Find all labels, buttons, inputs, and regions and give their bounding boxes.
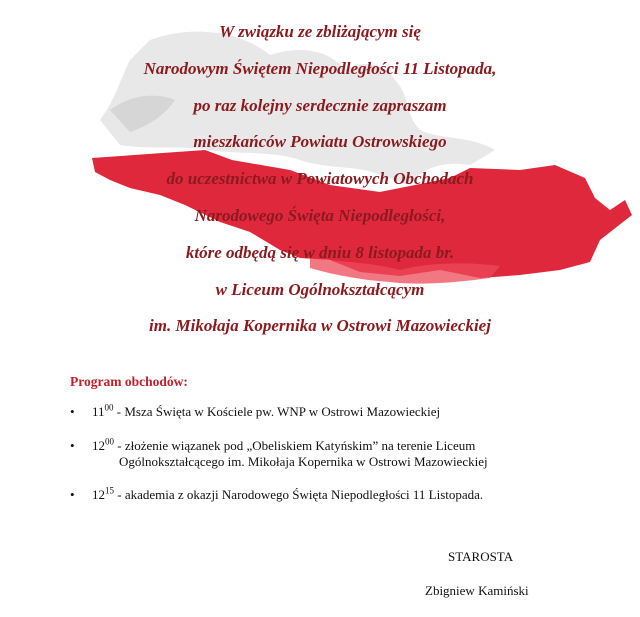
- program-item-text: - akademia z okazji Narodowego Święta Niepodległości 11 Listopada.: [114, 487, 484, 502]
- program-time-minutes: 00: [105, 436, 114, 447]
- program-time-minutes: 00: [104, 402, 114, 413]
- invitation-line: im. Mikołaja Kopernika w Ostrowi Mazowieckiej: [149, 316, 491, 336]
- bullet-icon: •: [70, 404, 75, 419]
- program-item: [70, 404, 615, 420]
- signature-name: Zbigniew Kamiński: [425, 583, 529, 598]
- program-time-hour: 11: [92, 404, 105, 419]
- bullet-icon: •: [70, 438, 75, 453]
- program-item: [70, 438, 615, 470]
- program-item: [70, 487, 615, 503]
- program-list: [70, 404, 615, 503]
- program-time-hour: 12: [92, 487, 105, 502]
- invitation-line: do uczestnictwa w Powiatowych Obchodach: [166, 169, 474, 189]
- program-time-hour: 12: [92, 438, 105, 453]
- invitation-line: które odbędą się w dniu 8 listopada br.: [185, 242, 455, 262]
- invitation-line: Narodowego Święta Niepodległości,: [194, 205, 446, 225]
- signature-role: STAROSTA: [448, 549, 514, 564]
- invitation-line: w Liceum Ogólnokształcącym: [215, 279, 425, 299]
- invitation-line: po raz kolejny serdecznie zapraszam: [193, 95, 447, 115]
- program-item-continuation: Ogólnokształcącego im. Mikołaja Kopernika w Ostrowi Mazowieckiej: [119, 454, 488, 469]
- program-title: Program obchodów:: [70, 374, 188, 389]
- program-time-minutes: 15: [105, 485, 114, 496]
- invitation-text: [0, 14, 640, 345]
- bullet-icon: •: [70, 487, 75, 502]
- invitation-line: W związku ze zbliżającym się: [219, 22, 421, 41]
- program-item-text: - złożenie wiązanek pod „Obeliskiem Katyńskim” na terenie Liceum: [114, 438, 476, 453]
- program-item-text: - Msza Święta w Kościele pw. WNP w Ostrowi Mazowieckiej: [113, 404, 441, 419]
- invitation-line: Narodowym Świętem Niepodległości 11 Listopada,: [143, 58, 497, 78]
- invitation-line: mieszkańców Powiatu Ostrowskiego: [193, 132, 447, 152]
